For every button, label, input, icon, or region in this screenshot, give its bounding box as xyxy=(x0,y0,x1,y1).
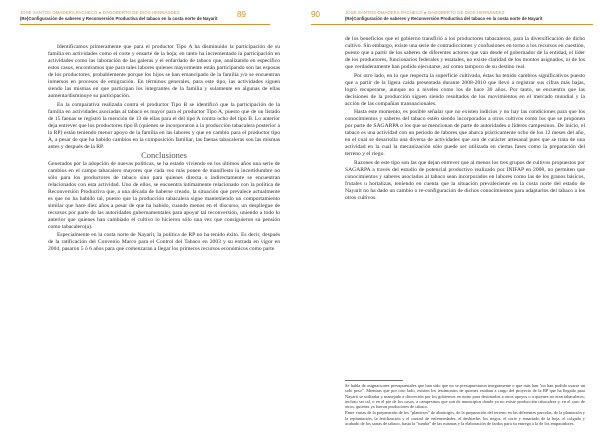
footnotes xyxy=(345,383,585,427)
paragraph: Especialmente en la costa norte de Nayarit, la política de RP no ha tenido éxito. Es decir, después de la ratificación del Convenio Marco para el Control del Tabaco en 2003 y su entrada en vigor en 2004, pasaron 5 ó 6 años para que comenzaran a llegar los primeros recursos económicos como parte xyxy=(48,232,280,252)
right-page xyxy=(300,0,600,440)
header-author: JOSÉ SANTOS OMADERA PACHECO ● DAGOBERTO DE DIOS HERNÁNDEZ xyxy=(20,10,180,15)
running-header xyxy=(345,10,542,22)
section-title: Conclusiones xyxy=(141,150,187,160)
page-number: 89 xyxy=(237,10,246,19)
footnote: Se habla de asignaciones presupuestales que han sido que no se presupuestaron integramente o que más han "no han podido usarse un solo peso". Mientras que por otro lado, existen los testimonios de quienes estaban a cargo del proyecto de la RP que ha llegado para Nayarit se utilizaba y manejado a discreción por los gobiernos en turno para destinarlos a otros apoyos o a quienes no eran tabacaleros; incluso ser tal, o en el pie de los casos, a campesinos que son de municipios donde ya no existe producción tabacalera y, en el caso de otros, quienes ya fueron productores de tabaco. xyxy=(345,383,585,410)
paragraph: Razones de este tipo son las que dejan entrever que al menos los tres grupos de cultivos propuestos por SAGARPA a través del estudio de potencial productivo realizado por INIFAP en 2008, no permiten que conocimientos y saberes asociados al tabaco sean incorporados en labores como las de los granos básicos, frutales u hortalizas, teniendo en cuenta que la situación prevaleciente en la costa norte del estado de Nayarit no ha dado un cambio o re-configuración de dichos conocimientos para adaptarlos del tabaco a los otros cultivos. xyxy=(345,159,585,201)
paragraph: Hasta este momento, es posible señalar que no existen indicios y no hay las condiciones para que los conocimientos y saberes del tabaco estén siendo incorporados a otros cultivos como los que se proponen por parte de SAGARPA o los que se mencionan de parte de autoridades o líderes campesinos. De inicio, el tabaco es una actividad con un periodo de labores que abarca prácticamente ocho de los 12 meses del año, en el cual se desarrolla una diversa de actividades que son de carácter artesanal pues que se trata de una actividad en la cual la mecanización sólo puede ser utilizada en ciertas fases como la preparación del terreno y el riego. xyxy=(345,109,585,157)
paragraph: Identificamos primeramente que para el productor Tipo A ha disminuido la participación de su familia en actividades como el corte y ensarte de la hoja; en tanto ha incrementado la participación en actividades como las laboración de las galeras y el enfardado de tabaco que, analizando en específico estos casos, encontramos que para tales labores quienes mayormente están participando son las esposas de los productores, probablemente porque los hijos se han emancipado de la familia y/o se encuentran inmersos en procesos de emigración. En términos generales, para este tipo, las actividades siguen siendo las mismas en que participan los integrantes de la familia y solamente en algunas de ellas aumenta/disminuye su participación. xyxy=(48,44,280,99)
header-title: (Re)Configuración de saberes y Reconversión Productiva del tabaco en la costa norte de Nayarit xyxy=(345,16,543,21)
left-body-text xyxy=(48,44,280,255)
paragraph: de los beneficios que el gobierno transfirió a los productores tabacaleros, para la diversificación de dicho cultivo. Sin embargo, existe una serie de contradicciones y confusiones en torno a los recursos en cuestión, puesto que a partir de los saberes de diferentes actores que van desde el gobernador de la entidad, el líder de los productores, funcionarios federales y estatales, no existe claridad de los montos asignados, ni de los que verdaderamente han podido ejecutarse, así como tampoco de su destino real. xyxy=(345,36,585,70)
footnote-rule xyxy=(345,380,403,381)
header-title: (Re)Configuración de saberes y Reconversión Productiva del tabaco en la costa norte de Nayarit xyxy=(20,16,218,21)
header-author: JOSÉ SANTOS OMADERA PACHECO ● DAGOBERTO DE DIOS HERNÁNDEZ xyxy=(345,10,505,15)
right-body-text xyxy=(345,36,585,203)
footnote: Entre varias de la preparación de los "planteros" de almácigos, de la preparación del terreno en las diferentes parcelas, de la plantación y la replantación, la fertilización y el control de enfermedades, el deshierbe, los riegos, el corte y ensartado de la hoja, el colgado y acabado de los sartas de tabaco, hasta la "tumba" de las mismas y la elaboración de fardos para su entrega a la de los empacadores. xyxy=(345,410,585,427)
paragraph: Por otro lado, en lo que respecta la superficie cultivada, éstas ha tenido cambios significativos puesto que a partir de la ligera caída presentada durante 2008-2010 que llevó a registrar sus cifras más bajas, logró recuperarse, aunque no a niveles como los de hace 30 años. Por tanto, se encuentra que las decisiones de la producción siguen siendo resultados de los movimientos en el mercado mundial y la acción de las compañías transnacionales. xyxy=(345,72,585,107)
page-number: 90 xyxy=(311,10,320,19)
paragraph: En la comparativa realizada contra el productor Tipo B se identificó que la participación de la familia en actividades asociadas al tabaco es mayor para el productor Tipo A, puesto que de un listado de 15 faenas se registró la mención de 13 de ellas para el del tipo A contra ocho del tipo B. Lo anterior deja entrever que los productores tipo B (quienes se incorporaron a la producción tabacalera posterior a la RP) están teniendo menor apoyo de la familia en las labores y que en cambio para el productor tipo A, a pesar de que ha habido cambios en la composición familiar, las faenas tabacaleras son las mismas antes y después de la RP. xyxy=(48,101,280,150)
running-header xyxy=(20,10,217,22)
header-rule xyxy=(311,24,593,25)
header-rule xyxy=(20,24,270,25)
paragraph: Generados por la adopción de nuevas políticas, se ha estado viviendo en los últimos años una serie de cambios en el campo tabacalero mayores que cada vez más ponen de manifiesto la incertidumbre no sólo para los productores de tabaco sino para quienes directa o indirectamente se encuentran relacionados con esta actividad. Uno de ellos, se encuentra íntimamente relacionado con la política de Reconversión Productiva que, a una década de haberse creado, la situación que prevalece actualmente es que no ha habido tal, puesto que la producción tabacalera sigue manteniendo un comportamiento similar que hace diez años a pesar de que ha habido, cuando menos en el discurso, un despliegue de recursos por parte de las autoridades gubernamentales para apoyar tal reconversión, uniendo a todo lo anterior que quienes han cambiado el cultivo lo hicieron sólo una vez que consiguieron su pensión como tabacalero(a). xyxy=(48,160,280,230)
